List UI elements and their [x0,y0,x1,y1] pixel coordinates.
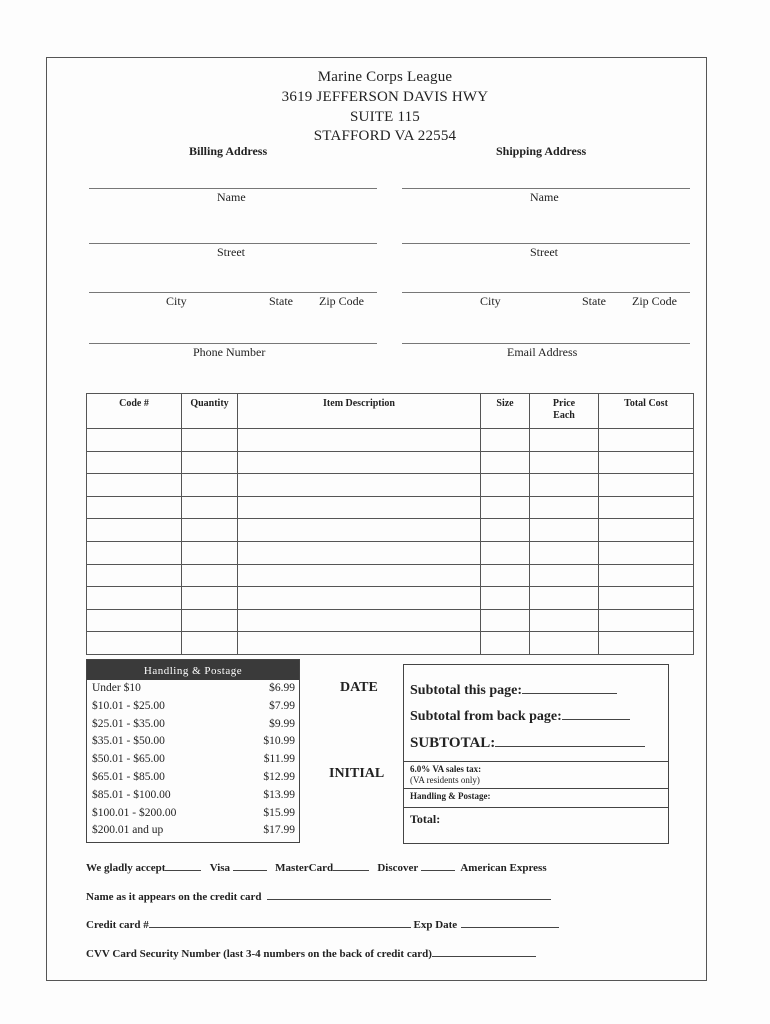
table-row [87,451,694,474]
subtotal-field[interactable] [495,746,645,747]
handling-fee: $9.99 [269,717,295,730]
subtotal-page-field[interactable] [522,693,617,694]
handling-postage-table [86,659,300,843]
tax-note: (VA residents only) [410,775,480,785]
cell-total-cost[interactable] [599,451,694,474]
exp-date-label: Exp Date [413,919,458,931]
shipping-zip-label: Zip Code [632,294,677,308]
address-line-2: SUITE 115 [350,109,420,125]
subtotal-label: SUBTOTAL: [410,735,496,751]
cell-code[interactable] [87,632,182,655]
billing-street-field[interactable] [89,243,377,244]
handling-range: $10.01 - $25.00 [92,699,165,712]
shipping-city-label: City [480,294,501,308]
cell-quantity[interactable] [182,632,238,655]
cell-code[interactable] [87,496,182,519]
col-price-each [530,394,599,429]
table-row [87,429,694,452]
cell-quantity[interactable] [182,609,238,632]
cell-size[interactable] [481,632,530,655]
totals-divider-1 [404,761,668,762]
billing-street-label: Street [217,245,245,259]
date-label: DATE [340,680,378,695]
cell-price-each[interactable] [530,496,599,519]
billing-name-field[interactable] [89,188,377,189]
handling-row [87,716,299,734]
table-row [87,609,694,632]
handling-title: Handling & Postage [87,660,299,680]
shipping-state-label: State [582,294,606,308]
billing-name-label: Name [217,190,246,204]
cvv-field[interactable] [432,956,536,957]
handling-fee: $11.99 [263,753,295,766]
cell-price-each[interactable] [530,429,599,452]
handling-total-label: Handling & Postage: [410,791,491,801]
cell-description[interactable] [238,541,481,564]
billing-title: Billing Address [189,144,268,158]
handling-range: $200.01 and up [92,824,164,837]
cell-size[interactable] [481,496,530,519]
totals-divider-2 [404,788,668,789]
col-description: Item Description [238,394,481,429]
handling-row [87,805,299,823]
shipping-street-field[interactable] [402,243,690,244]
billing-state-label: State [269,294,293,308]
subtotal-back-field[interactable] [562,719,630,720]
cell-total-cost[interactable] [599,541,694,564]
cell-description[interactable] [238,587,481,610]
order-table [86,393,694,655]
accept-label: We gladly accept [86,862,166,874]
card-number-label: Credit card # [86,919,149,931]
cell-price-each[interactable] [530,587,599,610]
handling-fee: $13.99 [263,788,295,801]
cell-size[interactable] [481,519,530,542]
payment-methods-row [86,862,547,874]
table-row [87,496,694,519]
handling-fee: $15.99 [263,806,295,819]
cell-quantity[interactable] [182,474,238,497]
handling-fee: $17.99 [263,824,295,837]
handling-fee: $6.99 [269,682,295,694]
handling-row [87,751,299,769]
cell-code[interactable] [87,474,182,497]
cell-size[interactable] [481,451,530,474]
card-number-field[interactable] [149,927,411,928]
cell-total-cost[interactable] [599,474,694,497]
cell-price-each[interactable] [530,474,599,497]
shipping-title: Shipping Address [496,144,587,158]
cell-description[interactable] [238,451,481,474]
cell-price-each[interactable] [530,609,599,632]
cell-total-cost[interactable] [599,587,694,610]
subtotal-row[interactable] [410,735,645,752]
cell-code[interactable] [87,587,182,610]
address-line-3: STAFFORD VA 22554 [313,128,457,144]
handling-fee: $10.99 [263,735,295,748]
table-row [87,541,694,564]
handling-range: $100.01 - $200.00 [92,806,177,819]
cell-total-cost[interactable] [599,496,694,519]
table-header-row [87,394,694,429]
cell-code[interactable] [87,541,182,564]
handling-fee: $7.99 [269,699,295,712]
handling-row [87,680,299,698]
shipping-city-state-zip-field[interactable] [402,292,690,293]
cell-price-each[interactable] [530,564,599,587]
billing-zip-label: Zip Code [319,294,364,308]
table-row [87,474,694,497]
subtotal-page-row[interactable] [410,683,617,699]
cell-size[interactable] [481,609,530,632]
cell-quantity[interactable] [182,541,238,564]
cell-total-cost[interactable] [599,429,694,452]
col-quantity: Quantity [182,394,238,429]
cell-code[interactable] [87,519,182,542]
exp-date-field[interactable] [461,927,559,928]
cell-price-each[interactable] [530,519,599,542]
amex-label: American Express [460,862,547,874]
billing-city-state-zip-field[interactable] [89,292,377,293]
cell-size[interactable] [481,541,530,564]
table-row [87,564,694,587]
cell-quantity[interactable] [182,429,238,452]
col-total-cost: Total Cost [599,394,694,429]
name-on-card-field[interactable] [267,899,551,900]
cell-code[interactable] [87,609,182,632]
mastercard-label: MasterCard [275,862,334,874]
cell-code[interactable] [87,451,182,474]
shipping-name-label: Name [530,190,559,204]
handling-row [87,698,299,716]
cvv-label: CVV Card Security Number (last 3-4 numbers on the back of credit card) [86,948,432,960]
billing-phone-label: Phone Number [193,345,266,359]
subtotal-back-label: Subtotal from back page: [410,709,562,724]
subtotal-page-label: Subtotal this page: [410,683,523,698]
cell-total-cost[interactable] [599,519,694,542]
cell-price-each[interactable] [530,541,599,564]
discover-label: Discover [377,862,419,874]
cell-quantity[interactable] [182,451,238,474]
name-on-card-row [86,891,551,903]
handling-row [87,787,299,805]
cell-quantity[interactable] [182,519,238,542]
cell-total-cost[interactable] [599,564,694,587]
cvv-row [86,948,536,960]
totals-divider-3 [404,807,668,808]
name-on-card-label: Name as it appears on the credit card [86,891,262,903]
shipping-email-label: Email Address [507,345,578,359]
initial-label: INITIAL [329,766,385,781]
billing-city-label: City [166,294,187,308]
cell-description[interactable] [238,429,481,452]
cell-description[interactable] [238,519,481,542]
cell-price-each[interactable] [530,632,599,655]
cell-quantity[interactable] [182,587,238,610]
table-row [87,632,694,655]
cell-size[interactable] [481,429,530,452]
tax-label: 6.0% VA sales tax: [410,764,482,774]
cell-description[interactable] [238,496,481,519]
cell-total-cost[interactable] [599,632,694,655]
table-row [87,519,694,542]
handling-row [87,822,299,840]
cell-price-each[interactable] [530,451,599,474]
shipping-email-field[interactable] [402,343,690,344]
mastercard-blank[interactable] [333,870,369,871]
cell-code[interactable] [87,564,182,587]
handling-row [87,733,299,751]
cell-code[interactable] [87,429,182,452]
card-number-row [86,919,559,931]
total-label: Total: [410,812,441,826]
cell-description[interactable] [238,564,481,587]
discover-blank[interactable] [421,870,455,871]
cell-size[interactable] [481,587,530,610]
handling-range: $35.01 - $50.00 [92,735,165,748]
visa-blank[interactable] [233,870,267,871]
cell-total-cost[interactable] [599,609,694,632]
cell-quantity[interactable] [182,564,238,587]
cell-size[interactable] [481,564,530,587]
cell-size[interactable] [481,474,530,497]
handling-range: Under $10 [92,682,141,694]
totals-box [403,664,669,844]
handling-range: $65.01 - $85.00 [92,770,165,783]
cell-description[interactable] [238,474,481,497]
col-size: Size [481,394,530,429]
handling-range: $25.01 - $35.00 [92,717,165,730]
subtotal-back-row[interactable] [410,709,630,725]
col-code: Code # [87,394,182,429]
col-price-each-label: Price Each [552,398,576,421]
table-row [87,587,694,610]
billing-phone-field[interactable] [89,343,377,344]
shipping-name-field[interactable] [402,188,690,189]
address-line-1: 3619 JEFFERSON DAVIS HWY [281,89,489,105]
accept-blank[interactable] [165,870,201,871]
cell-quantity[interactable] [182,496,238,519]
visa-label: Visa [209,862,231,874]
handling-fee: $12.99 [263,770,295,783]
org-name: Marine Corps League [317,69,453,85]
shipping-street-label: Street [530,245,558,259]
handling-range: $50.01 - $65.00 [92,753,165,766]
cell-description[interactable] [238,632,481,655]
handling-row [87,769,299,787]
cell-description[interactable] [238,609,481,632]
handling-range: $85.01 - $100.00 [92,788,171,801]
